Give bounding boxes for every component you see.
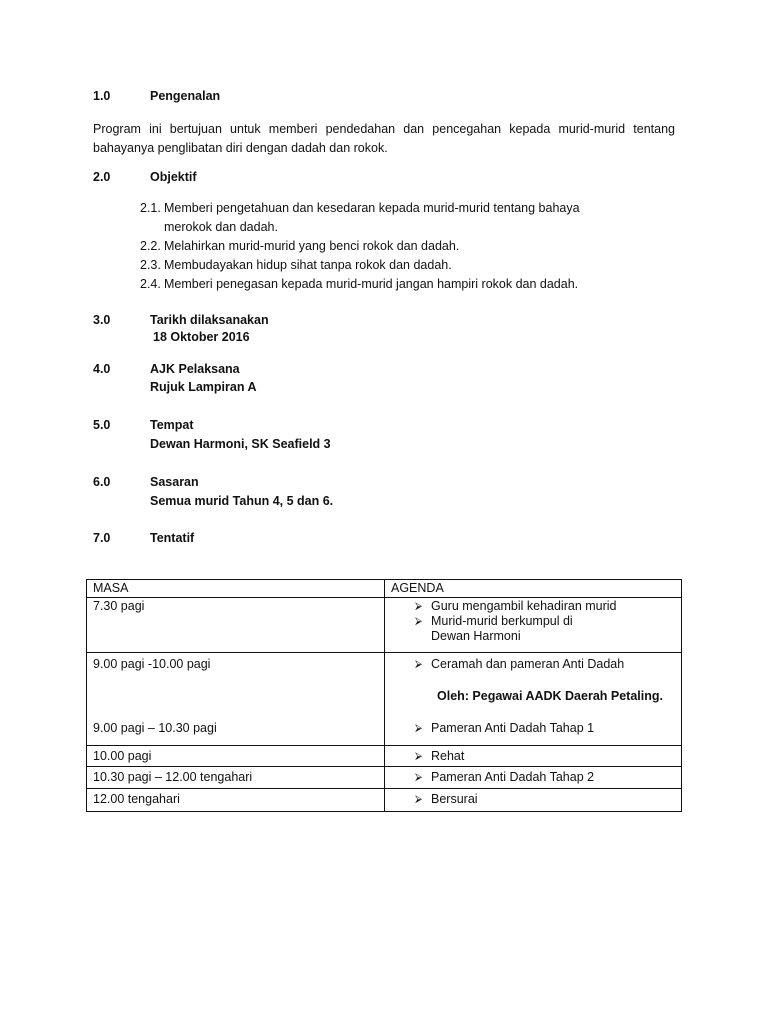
cell-masa: 10.00 pagi: [87, 746, 385, 767]
cell-agenda: [385, 598, 682, 653]
objective-text-continued: merokok dan dadah.: [164, 220, 278, 234]
agenda-item: [391, 792, 675, 807]
agenda-text: Pameran Anti Dadah Tahap 2: [431, 770, 595, 784]
table-row: [87, 598, 682, 653]
objective-item: [140, 237, 580, 256]
arrow-bullet-icon: ⮚: [415, 659, 423, 670]
agenda-item: [391, 599, 675, 614]
section-number: 4.0: [93, 362, 111, 376]
objective-number: 2.3.: [140, 258, 161, 272]
header-masa: MASA: [87, 580, 385, 598]
arrow-bullet-icon: ⮚: [415, 601, 423, 612]
section-number: 7.0: [93, 531, 111, 545]
section-value: 18 Oktober 2016: [153, 330, 250, 344]
cell-agenda: [385, 789, 682, 812]
objective-number: 2.4.: [140, 277, 161, 291]
cell-masa: 7.30 pagi: [87, 598, 385, 653]
section-number: 2.0: [93, 170, 111, 184]
agenda-text: Guru mengambil kehadiran murid: [431, 599, 617, 613]
objective-list: [140, 199, 580, 294]
objective-number: 2.2.: [140, 239, 161, 253]
objective-text: Membudayakan hidup sihat tanpa rokok dan dadah.: [164, 258, 452, 272]
section-number: 5.0: [93, 418, 111, 432]
table-row: [87, 746, 682, 767]
arrow-bullet-icon: ⮚: [415, 794, 423, 805]
header-agenda: AGENDA: [385, 580, 682, 598]
agenda-text: Ceramah dan pameran Anti Dadah: [431, 657, 625, 671]
arrow-bullet-icon: ⮚: [415, 751, 423, 762]
section-title: Tarikh dilaksanakan: [150, 313, 269, 327]
section-title: Objektif: [150, 170, 197, 184]
agenda-item: [391, 770, 675, 785]
objective-text: Melahirkan murid-murid yang benci rokok dan dadah.: [164, 239, 460, 253]
agenda-item: [391, 721, 675, 736]
objective-item: [140, 256, 580, 275]
section-value: Dewan Harmoni, SK Seafield 3: [150, 437, 331, 451]
table-header-row: [87, 580, 682, 598]
agenda-item: [391, 614, 675, 644]
section-number: 3.0: [93, 313, 111, 327]
section-title: Pengenalan: [150, 89, 221, 103]
arrow-bullet-icon: ⮚: [415, 772, 423, 783]
cell-masa: 12.00 tengahari: [87, 789, 385, 812]
cell-agenda: [385, 746, 682, 767]
arrow-bullet-icon: ⮚: [415, 723, 423, 734]
agenda-text: Rehat: [431, 749, 465, 763]
agenda-text: Murid-murid berkumpul di Dewan Harmoni: [431, 614, 573, 643]
cell-masa: [87, 653, 385, 746]
table-row: [87, 767, 682, 789]
table-row: [87, 789, 682, 812]
spacer: [93, 672, 378, 721]
objective-item: [140, 275, 580, 294]
cell-agenda: [385, 653, 682, 746]
section-title: AJK Pelaksana: [150, 362, 240, 376]
masa-text: 9.00 pagi -10.00 pagi: [93, 657, 211, 671]
objective-text: Memberi penegasan kepada murid-murid jangan hampiri rokok dan dadah.: [164, 277, 579, 291]
section-title: Sasaran: [150, 475, 199, 489]
speaker-note: Oleh: Pegawai AADK Daerah Petaling.: [437, 689, 663, 703]
arrow-bullet-icon: ⮚: [415, 616, 423, 627]
objective-text: Memberi pengetahuan dan kesedaran kepada murid-murid tentang bahaya: [164, 201, 580, 215]
agenda-item: [391, 749, 675, 764]
agenda-text: Bersurai: [431, 792, 478, 806]
table-row: [87, 653, 682, 746]
masa-text: 9.00 pagi – 10.30 pagi: [93, 721, 217, 735]
section-value: Semua murid Tahun 4, 5 dan 6.: [150, 494, 334, 508]
cell-masa: 10.30 pagi – 12.00 tengahari: [87, 767, 385, 789]
schedule-table: [86, 579, 682, 812]
agenda-item: [391, 657, 675, 672]
objective-item: [140, 199, 580, 237]
section-title: Tentatif: [150, 531, 195, 545]
section-title: Tempat: [150, 418, 194, 432]
agenda-text: Pameran Anti Dadah Tahap 1: [431, 721, 595, 735]
section-value: Rujuk Lampiran A: [150, 380, 257, 394]
cell-agenda: [385, 767, 682, 789]
objective-number: 2.1.: [140, 201, 161, 215]
section-number: 6.0: [93, 475, 111, 489]
section-number: 1.0: [93, 89, 111, 103]
intro-paragraph: Program ini bertujuan untuk memberi pendedahan dan pencegahan kepada murid-murid tentang bahayanya penglibatan diri dengan dadah dan rokok.: [93, 122, 675, 155]
